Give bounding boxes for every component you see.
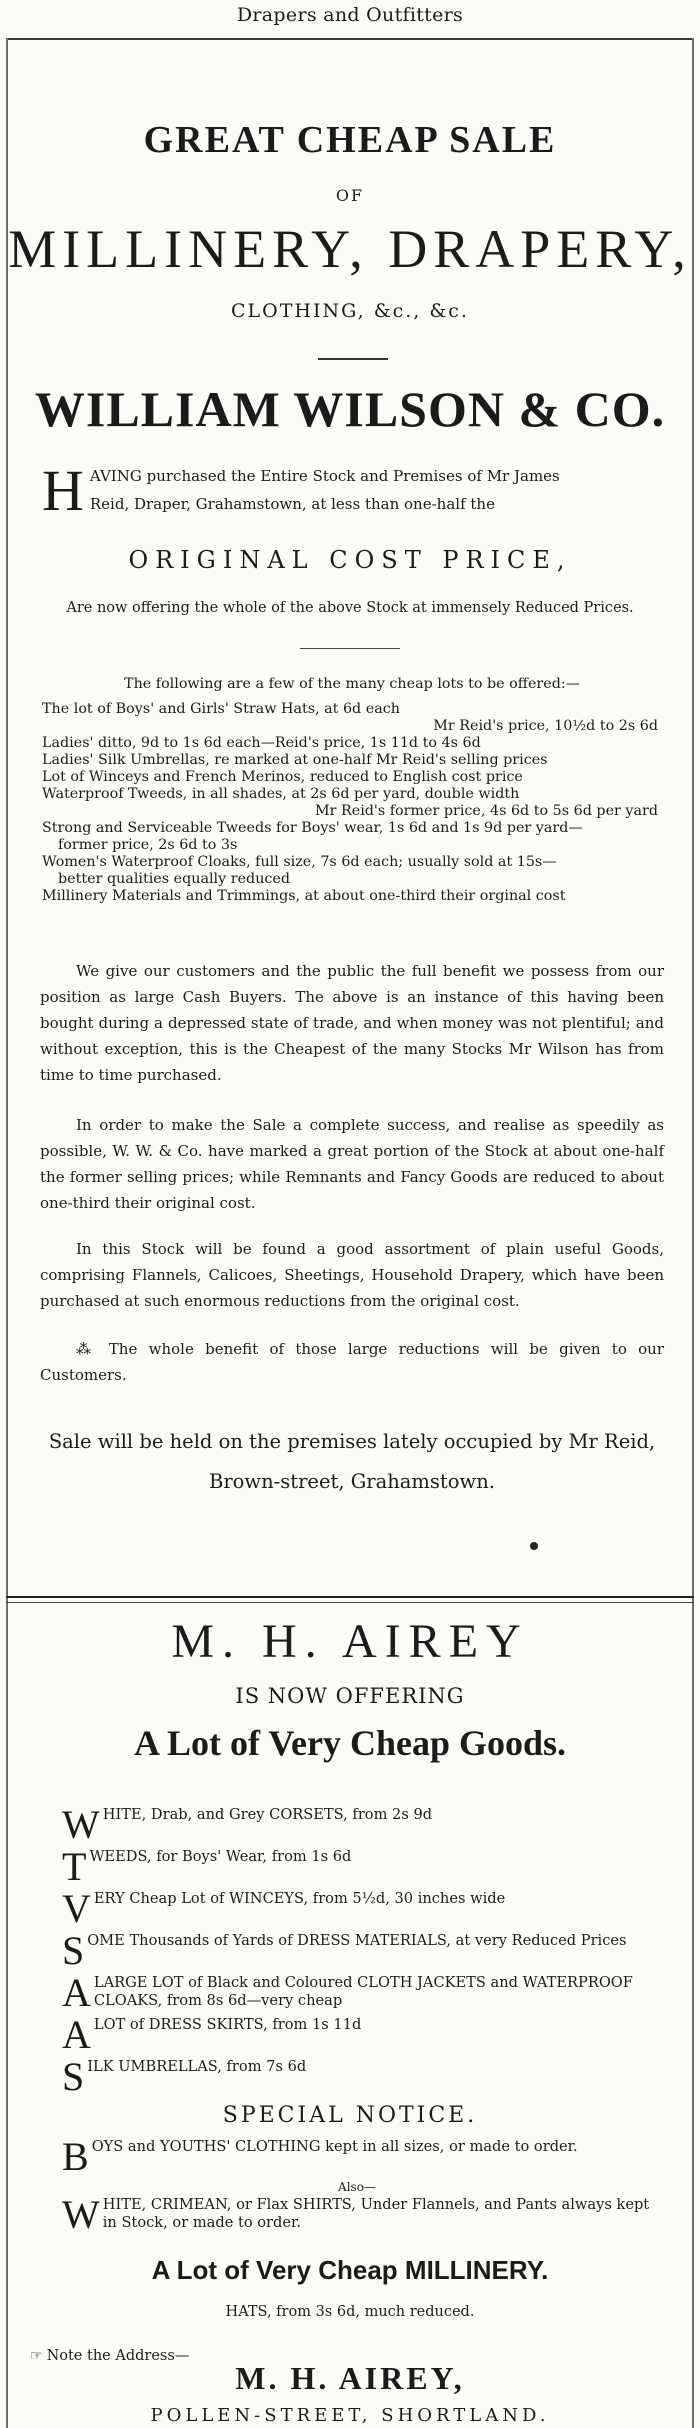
dropcap: A bbox=[62, 2012, 91, 2057]
ad1-intro-dropcap: H bbox=[42, 458, 84, 523]
list-item: SOME Thousands of Yards of DRESS MATERIALS, at very Reduced Prices bbox=[62, 1928, 627, 1973]
list-item: VERY Cheap Lot of WINCEYS, from 5½d, 30 inches wide bbox=[62, 1886, 506, 1931]
page-header: Drapers and Outfitters bbox=[236, 4, 464, 26]
ad2-note: ☞ Note the Address— bbox=[30, 2348, 190, 2364]
list-item: former price, 2s 6d to 3s bbox=[58, 837, 238, 853]
ad1-intro-line1: AVING purchased the Entire Stock and Premises of Mr James bbox=[89, 467, 560, 485]
ink-dot bbox=[530, 1542, 538, 1550]
list-item: Women's Waterproof Cloaks, full size, 7s 6d each; usually sold at 15s— bbox=[42, 854, 557, 870]
list-item: TWEEDS, for Boys' Wear, from 1s 6d bbox=[62, 1844, 352, 1889]
ad1-offering: Are now offering the whole of the above Stock at immensely Reduced Prices. bbox=[66, 600, 634, 616]
ad-divider-rule-thin bbox=[6, 1602, 694, 1603]
list-item: Ladies' Silk Umbrellas, re marked at one-half Mr Reid's selling prices bbox=[42, 752, 548, 768]
ad1-paragraph-2: In order to make the Sale a complete success, and realise as speedily as possible, W. W. & Co. have marked a great portion of the Stock at about one-half the former selling prices; while Remnants and Fancy Goods are reduced to about one-third their original cost. bbox=[40, 1116, 664, 1212]
ad1-lot-list bbox=[42, 676, 662, 905]
list-item: The lot of Boys' and Girls' Straw Hats, at 6d each bbox=[42, 701, 400, 717]
ad1-clothing: CLOTHING, &c., &c. bbox=[231, 300, 469, 322]
list-item: Waterproof Tweeds, in all shades, at 2s 6d per yard, double width bbox=[42, 786, 520, 802]
pointing-hand-icon: ☞ bbox=[30, 2348, 43, 2364]
ad1-category: MILLINERY, DRAPERY, bbox=[8, 219, 692, 279]
ad1-short-rule bbox=[318, 358, 388, 360]
list-item: Strong and Serviceable Tweeds for Boys' wear, 1s 6d and 1s 9d per yard— bbox=[42, 820, 583, 836]
dropcap: W bbox=[62, 1802, 100, 1847]
ad2-now-offering: IS NOW OFFERING bbox=[235, 1684, 465, 1708]
ad1-intro bbox=[42, 458, 662, 523]
ad2-lot-heading: A Lot of Very Cheap Goods. bbox=[133, 1723, 567, 1763]
dropcap: V bbox=[62, 1886, 91, 1931]
dropcap: A bbox=[62, 1970, 91, 2015]
ad2-address: POLLEN-STREET, SHORTLAND. bbox=[150, 2405, 550, 2426]
ad1-headline: GREAT CHEAP SALE bbox=[143, 119, 557, 161]
list-item: Mr Reid's former price, 4s 6d to 5s 6d per yard bbox=[314, 803, 658, 819]
dropcap: S bbox=[62, 2054, 85, 2099]
ad2-hats: HATS, from 3s 6d, much reduced. bbox=[225, 2304, 475, 2320]
ad-divider-rule bbox=[6, 1596, 694, 1598]
list-item: Ladies' ditto, 9d to 1s 6d each—Reid's price, 1s 11d to 4s 6d bbox=[42, 735, 481, 751]
ad1-intro-line2: Reid, Draper, Grahamstown, at less than one-half the bbox=[89, 495, 495, 513]
ad2-special-notice bbox=[62, 2134, 652, 2238]
list-item: ALOT of DRESS SKIRTS, from 1s 11d bbox=[62, 2012, 362, 2057]
list-item: Lot of Winceys and French Merinos, reduced to English cost price bbox=[42, 769, 523, 785]
list-item: Millinery Materials and Trimmings, at about one-third their orginal cost bbox=[42, 888, 566, 904]
ad2-firm-name-footer: M. H. AIREY, bbox=[235, 2360, 465, 2396]
ad1-paragraph-1: We give our customers and the public the full benefit we possess from our position as large Cash Buyers. The above is an instance of this having been bought during a depressed state of trade, and when money was not plentiful; and without exception, this is the Cheapest of the many Stocks Mr Wilson has from time to time purchased. bbox=[40, 962, 664, 1084]
list-item: BOYS and YOUTHS' CLOTHING kept in all sizes, or made to order. bbox=[62, 2134, 578, 2179]
list-item: better qualities equally reduced bbox=[58, 871, 291, 887]
list-item: Mr Reid's price, 10½d to 2s 6d bbox=[433, 718, 658, 734]
list-item: WHITE, CRIMEAN, or Flax SHIRTS, Under Flannels, and Pants always kept in Stock, or made to order. bbox=[62, 2192, 650, 2237]
ad1-firm-name: WILLIAM WILSON & CO. bbox=[34, 381, 666, 437]
ad1-sale-notice: Sale will be held on the premises lately occupied by Mr Reid, Brown-street, Grahamstown. bbox=[48, 1430, 656, 1493]
dropcap: W bbox=[62, 2192, 100, 2237]
header-rule bbox=[6, 38, 694, 40]
list-intro: The following are a few of the many cheap lots to be offered:— bbox=[124, 676, 580, 692]
ad1-original-cost: ORIGINAL COST PRICE, bbox=[128, 546, 572, 574]
dropcap: T bbox=[62, 1844, 87, 1889]
ad2-special-notice-title: SPECIAL NOTICE. bbox=[222, 2103, 478, 2128]
list-item: WHITE, Drab, and Grey CORSETS, from 2s 9d bbox=[62, 1802, 433, 1847]
ad2-item-list bbox=[62, 1802, 652, 2100]
ad1-paragraph-4: ⁂ The whole benefit of those large reductions will be given to our Customers. bbox=[40, 1340, 664, 1384]
ad1-of: OF bbox=[335, 186, 365, 205]
ad1-paragraph-3: In this Stock will be found a good assortment of plain useful Goods, comprising Flannels, Calicoes, Sheetings, Household Drapery, which have been purchased at such enormous reductions from the original cost. bbox=[40, 1240, 664, 1310]
also-label: Also— bbox=[338, 2180, 376, 2194]
list-item: ALARGE LOT of Black and Coloured CLOTH JACKETS and WATERPROOF CLOAKS, from 8s 6d—very cheap bbox=[62, 1970, 633, 2015]
dropcap: S bbox=[62, 1928, 85, 1973]
ad1-mid-rule bbox=[300, 648, 400, 649]
list-item: SILK UMBRELLAS, from 7s 6d bbox=[62, 2054, 307, 2099]
dropcap: B bbox=[62, 2134, 89, 2179]
ad2-millinery-heading: A Lot of Very Cheap MILLINERY. bbox=[151, 2255, 549, 2285]
ad2-firm-name: M. H. AIREY bbox=[171, 1615, 529, 1668]
